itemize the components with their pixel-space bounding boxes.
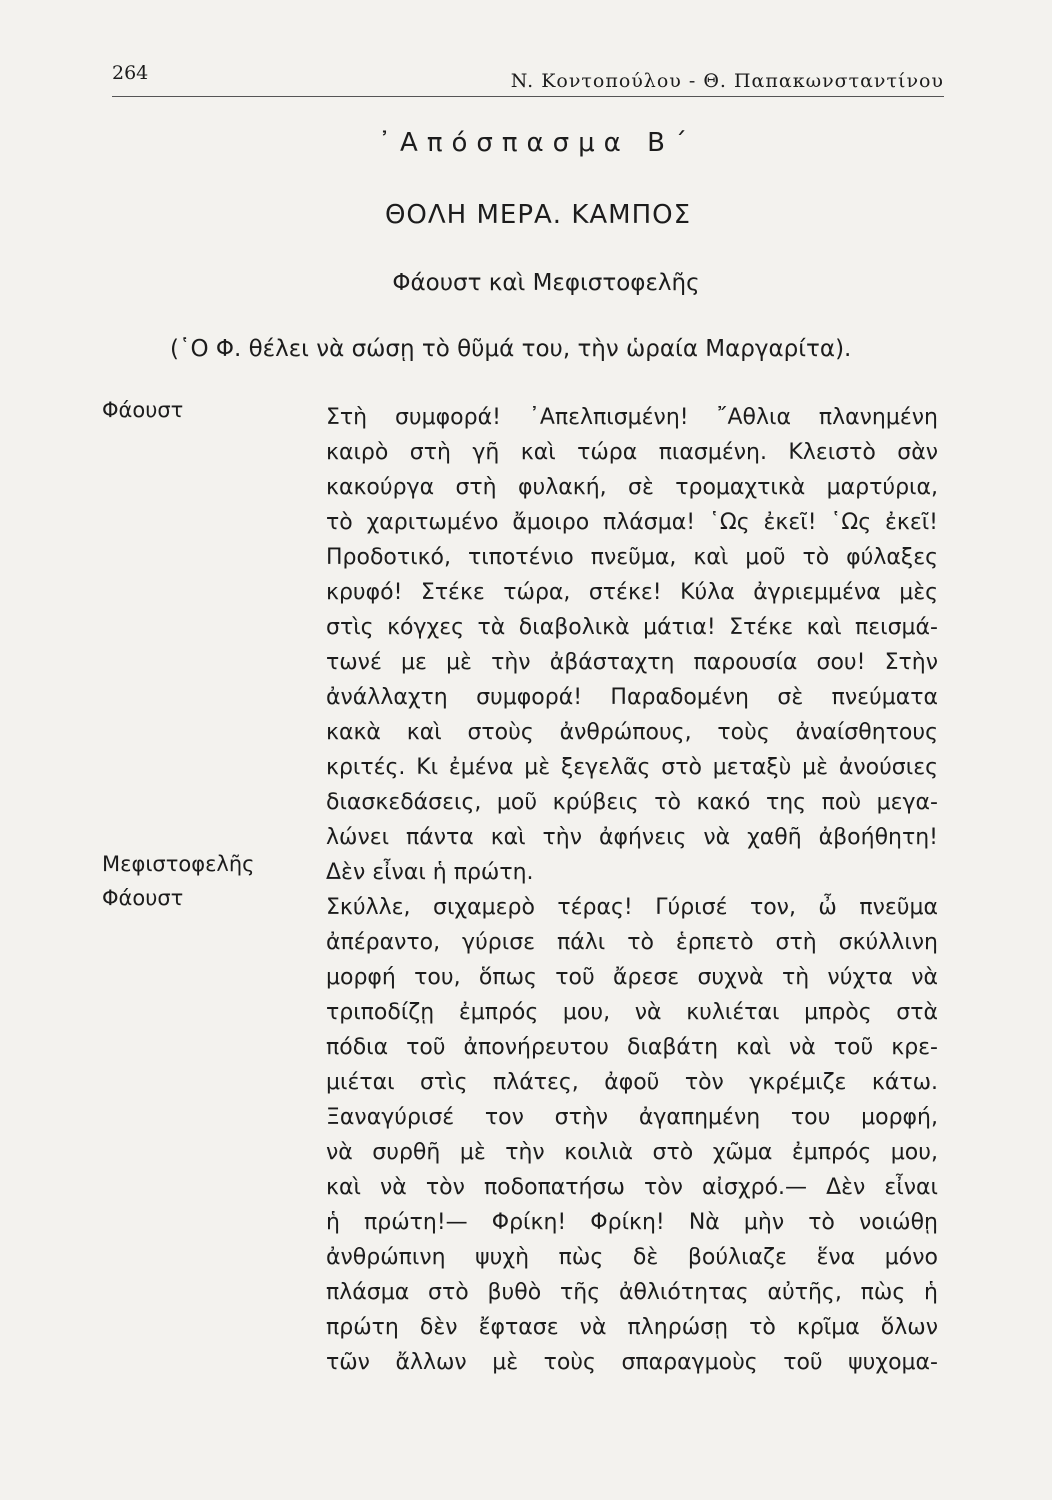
verse-line: πόδια τοῦ ἀπονήρευτου διαβάτη καὶ νὰ τοῦ κρε- xyxy=(326,1035,938,1060)
running-header xyxy=(112,58,944,97)
excerpt-title: ᾿Απόσπασμα Β΄ xyxy=(378,128,696,158)
verse-line: Δὲν εἶναι ἡ πρώτη. xyxy=(326,860,534,885)
verse-line: τωνέ με μὲ τὴν ἀβάσταχτη παρουσία σου! Στὴν xyxy=(326,650,938,675)
verse-line: μορφή του, ὅπως τοῦ ἄρεσε συχνὰ τὴ νύχτα νὰ xyxy=(326,965,938,990)
characters-line: Φάουστ καὶ Μεφιστοφελῆς xyxy=(392,270,700,296)
verse-line: στὶς κόγχες τὰ διαβολικὰ μάτια! Στέκε καὶ πεισμά- xyxy=(326,615,938,640)
verse-line: λώνει πάντα καὶ τὴν ἀφήνεις νὰ χαθῆ ἀβοήθητη! xyxy=(326,825,938,850)
speech-block xyxy=(326,890,938,1380)
verse-line: κριτές. Κι ἐμένα μὲ ξεγελᾶς στὸ μεταξὺ μὲ ἀνούσιες xyxy=(326,755,938,780)
stage-direction: (῾Ο Φ. θέλει νὰ σώσῃ τὸ θῦμά του, τὴν ὡραία Μαργαρίτα). xyxy=(170,336,852,362)
verse-line: διασκεδάσεις, μοῦ κρύβεις τὸ κακό της ποὺ μεγα- xyxy=(326,790,938,815)
verse-line: τῶν ἄλλων μὲ τοὺς σπαραγμοὺς τοῦ ψυχομα- xyxy=(326,1350,938,1375)
verse-line: Σκύλλε, σιχαμερὸ τέρας! Γύρισέ τον, ὦ πνεῦμα xyxy=(326,895,938,920)
verse-line: καιρὸ στὴ γῆ καὶ τώρα πιασμένη. Κλειστὸ σὰν xyxy=(326,440,938,465)
verse-line: Στὴ συμφορά! ᾿Απελπισμένη! ῎Αθλια πλανημένη xyxy=(326,405,938,430)
verse-line: κακούργα στὴ φυλακή, σὲ τρομαχτικὰ μαρτύρια, xyxy=(326,475,938,500)
scene-heading: ΘΟΛΗ ΜΕΡΑ. ΚΑΜΠΟΣ xyxy=(384,200,692,230)
verse-line: μιέται στὶς πλάτες, ἀφοῦ τὸν γκρέμιζε κάτω. xyxy=(326,1070,938,1095)
verse-line: καὶ νὰ τὸν ποδοπατήσω τὸν αἰσχρό.— Δὲν εἶναι xyxy=(326,1175,938,1200)
verse-line: ἡ πρώτη!— Φρίκη! Φρίκη! Νὰ μὴν τὸ νοιώθῃ xyxy=(326,1210,938,1235)
speech-block xyxy=(326,400,938,855)
verse-line: τὸ χαριτωμένο ἄμοιρο πλάσμα! ῾Ως ἐκεῖ! ῾Ως ἐκεῖ! xyxy=(326,510,938,535)
running-header-authors: N. Κοντοπούλου - Θ. Παπακωνσταντίνου xyxy=(510,70,944,92)
verse-line: τριποδίζῃ ἐμπρός μου, νὰ κυλιέται μπρὸς στὰ xyxy=(326,1000,938,1025)
page-number: 264 xyxy=(112,62,149,84)
verse-line: πρώτη δὲν ἔφτασε νὰ πληρώσῃ τὸ κρῖμα ὅλων xyxy=(326,1315,938,1340)
speaker-label: Φάουστ xyxy=(102,886,184,910)
verse-line: πλάσμα στὸ βυθὸ τῆς ἀθλιότητας αὐτῆς, πὼς ἡ xyxy=(326,1280,938,1305)
verse-line: ἀπέραντο, γύρισε πάλι τὸ ἑρπετὸ στὴ σκύλλινη xyxy=(326,930,938,955)
verse-line: κρυφό! Στέκε τώρα, στέκε! Κύλα ἀγριεμμένα μὲς xyxy=(326,580,938,605)
verse-line: Προδοτικό, τιποτένιο πνεῦμα, καὶ μοῦ τὸ φύλαξες xyxy=(326,545,938,570)
speaker-label: Μεφιστοφελῆς xyxy=(102,852,255,876)
verse-line: ἀνθρώπινη ψυχὴ πὼς δὲ βούλιαζε ἕνα μόνο xyxy=(326,1245,938,1270)
verse-line: Ξαναγύρισέ τον στὴν ἀγαπημένη του μορφή, xyxy=(326,1105,938,1130)
speech-block xyxy=(326,855,938,890)
speaker-label: Φάουστ xyxy=(102,398,184,422)
verse-line: νὰ συρθῆ μὲ τὴν κοιλιὰ στὸ χῶμα ἐμπρός μου, xyxy=(326,1140,938,1165)
verse-line: ἀνάλλαχτη συμφορά! Παραδομένη σὲ πνεύματα xyxy=(326,685,938,710)
verse-line: κακὰ καὶ στοὺς ἀνθρώπους, τοὺς ἀναίσθητους xyxy=(326,720,938,745)
